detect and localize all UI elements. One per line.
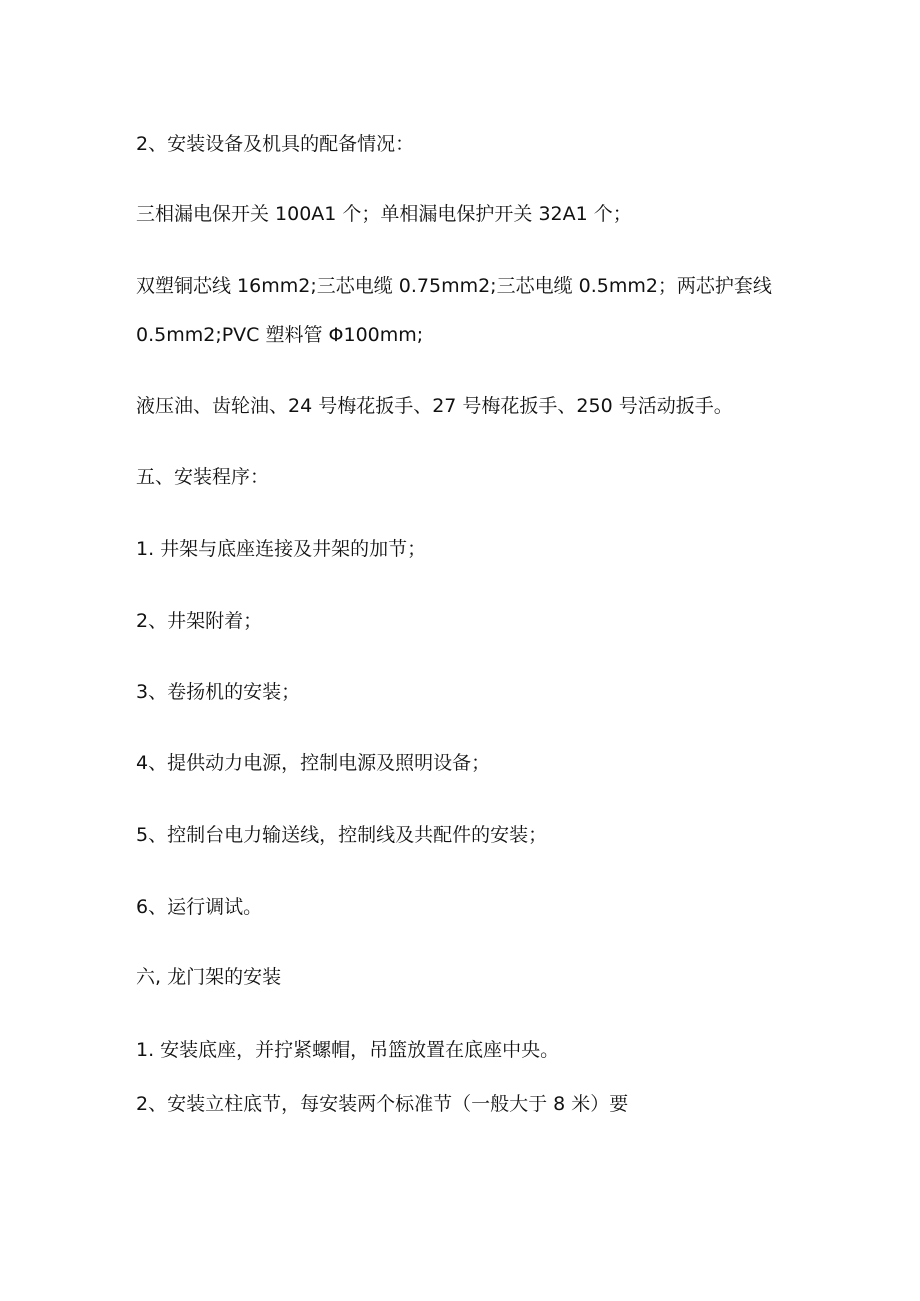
section-6-heading: 六, 龙门架的安装	[136, 966, 282, 988]
procedure-step-3: 3、卷扬机的安装；	[136, 681, 301, 703]
tools-line: 液压油、齿轮油、24 号梅花扳手、27 号梅花扳手、250 号活动扳手。	[136, 395, 733, 417]
procedure-step-4: 4、提供动力电源，控制电源及照明设备；	[136, 752, 491, 774]
cables-line-continued: 0.5mm2;PVC 塑料管 Φ100mm;	[136, 324, 424, 346]
procedure-step-5: 5、控制台电力输送线，控制线及共配件的安装；	[136, 824, 548, 846]
installation-step-2: 2、安装立柱底节，每安装两个标准节（一般大于 8 米）要	[136, 1093, 629, 1115]
switches-line: 三相漏电保开关 100A1 个；单相漏电保护开关 32A1 个；	[136, 203, 632, 225]
equipment-heading: 2、安装设备及机具的配备情况：	[136, 133, 415, 155]
installation-step-1: 1. 安装底座，并拧紧螺帽，吊篮放置在底座中央。	[136, 1039, 560, 1061]
procedure-step-2: 2、井架附着；	[136, 610, 263, 632]
section-5-heading: 五、安装程序：	[136, 466, 270, 488]
cables-line: 双塑铜芯线 16mm2;三芯电缆 0.75mm2;三芯电缆 0.5mm2；两芯护套线	[136, 275, 772, 297]
procedure-step-6: 6、运行调试。	[136, 896, 263, 918]
procedure-step-1: 1. 井架与底座连接及井架的加节；	[136, 538, 427, 560]
